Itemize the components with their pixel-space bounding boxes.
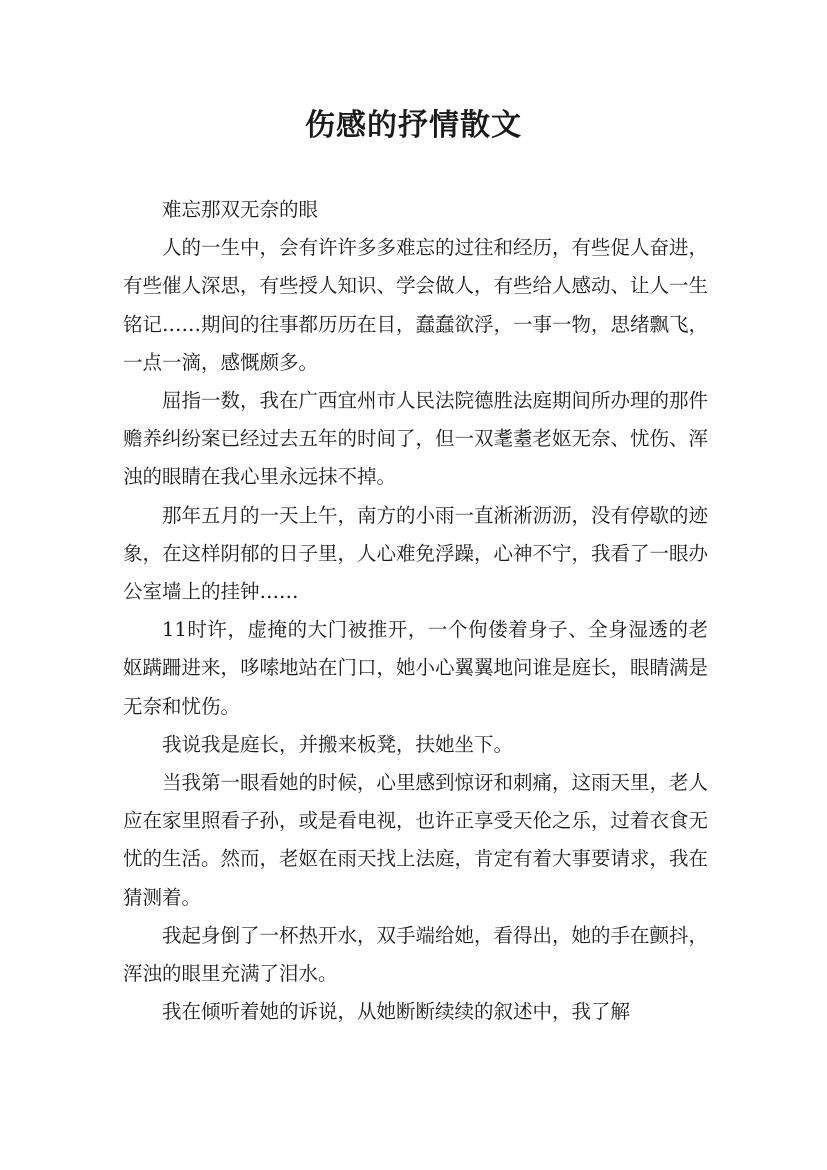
paragraph: 屈指一数，我在广西宜州市人民法院德胜法庭期间所办理的那件赡养纠纷案已经过去五年的时间了，但一双耄耋老妪无奈、忧伤、浑浊的眼睛在我心里永远抹不掉。 (123, 389, 709, 489)
subtitle-paragraph: 难忘那双无奈的眼 (162, 198, 319, 221)
document-title: 伤感的抒情散文 (305, 108, 522, 143)
paragraph: 我起身倒了一杯热开水，双手端给她，看得出，她的手在颤抖，浑浊的眼里充满了泪水。 (123, 923, 709, 986)
paragraph: 那年五月的一天上午，南方的小雨一直淅淅沥沥，没有停歇的迹象，在这样阴郁的日子里，人心难免浮躁，心神不宁，我看了一眼办公室墙上的挂钟…… (123, 503, 709, 604)
paragraph: 当我第一眼看她的时候，心里感到惊讶和刺痛，这雨天里，老人应在家里照看子孙，或是看电视，也许正享受天伦之乐，过着衣食无忧的生活。然而，老妪在雨天找上法庭，肯定有着大事要请求，我在猜测着。 (123, 771, 709, 909)
paragraph: 我在倾听着她的诉说，从她断断续续的叙述中，我了解 (162, 1000, 631, 1024)
document-body (123, 191, 708, 1031)
paragraph: 人的一生中，会有许许多多难忘的过往和经历，有些促人奋进，有些催人深思，有些授人知识、学会做人，有些给人感动、让人一生铭记……期间的往事都历历在目，蠢蠢欲浮，一事一物，思绪飘飞，一点一滴，感慨颇多。 (123, 236, 709, 374)
paragraph: 11时许，虚掩的大门被推开，一个佝偻着身子、全身湿透的老妪蹒跚进来，哆嗦地站在门口，她小心翼翼地问谁是庭长，眼睛满是无奈和忧伤。 (123, 618, 709, 718)
paragraph: 我说我是庭长，并搬来板凳，扶她坐下。 (162, 732, 514, 756)
